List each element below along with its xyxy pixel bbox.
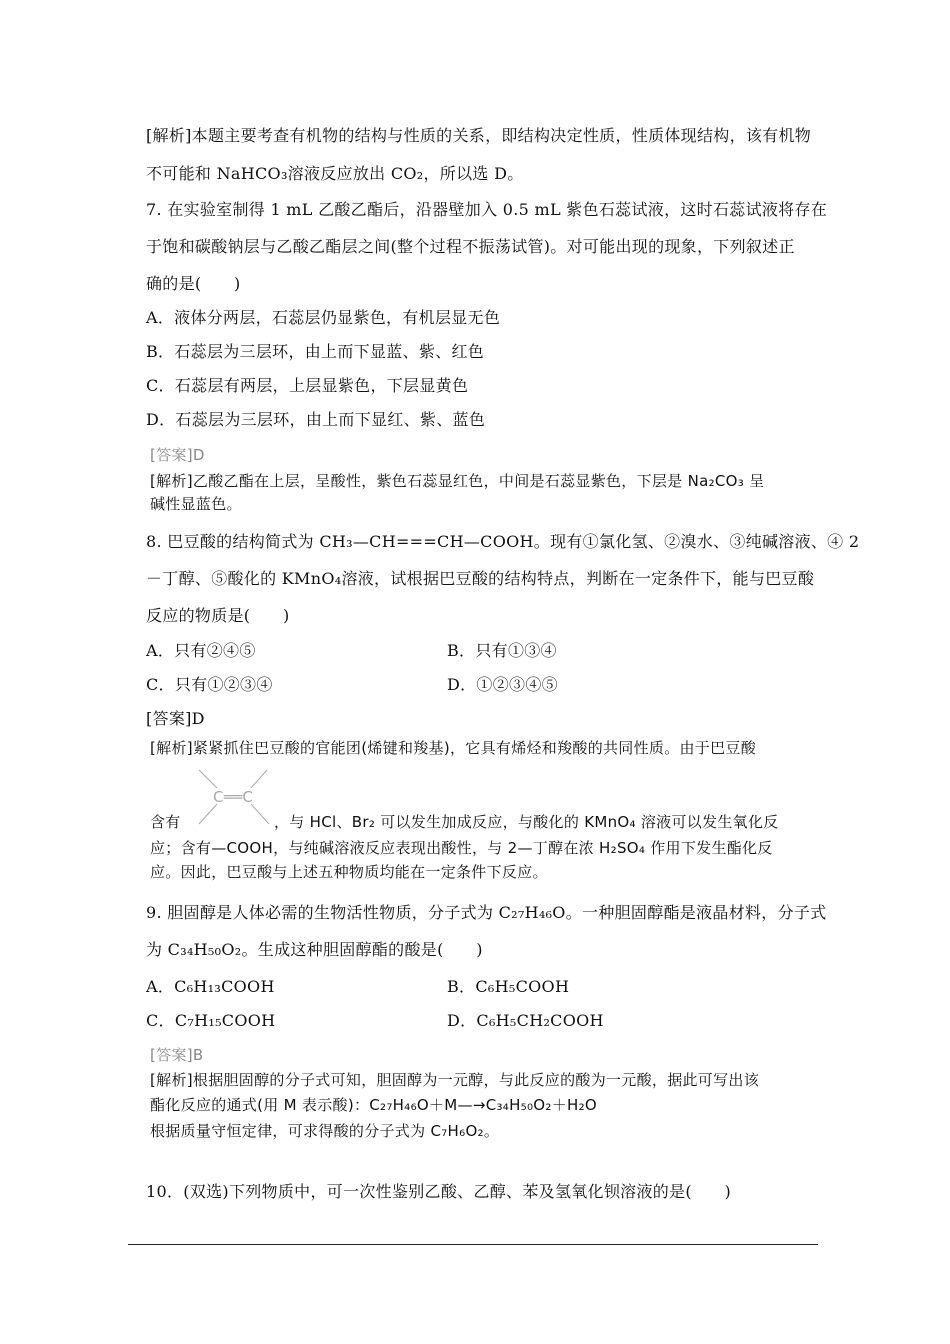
- analysis-q6-line2: 不可能和 NaHCO₃溶液反应放出 CO₂，所以选 D。: [146, 164, 524, 183]
- question-8-answer: [答案]D: [146, 709, 205, 728]
- question-7-analysis-line1: [解析]乙酸乙酯在上层，呈酸性，紫色石蕊显红色，中间是石蕊显紫色，下层是 Na₂CO₃ 呈: [150, 472, 765, 490]
- analysis-q6-line1: [解析]本题主要考查有机物的结构与性质的关系，即结构决定性质，性质体现结构，该有机物: [146, 126, 812, 145]
- question-9-option-b: B．C₆H₅COOH: [447, 977, 570, 996]
- question-8-analysis-line3: 应；含有—COOH，与纯碱溶液反应表现出酸性，与 2—丁醇在浓 H₂SO₄ 作用下发生酯化反: [150, 839, 773, 857]
- question-7-line1: 7. 在实验室制得 1 mL 乙酸乙酯后，沿器壁加入 0.5 mL 紫色石蕊试液，这时石蕊试液将存在: [146, 200, 828, 219]
- footer-rule: [128, 1244, 818, 1245]
- question-8-option-c: C．只有①②③④: [146, 675, 273, 694]
- question-9-analysis-line1: [解析]根据胆固醇的分子式可知，胆固醇为一元醇，与此反应的酸为一元酸，据此可写出该: [150, 1071, 760, 1089]
- question-10-line1: 10．(双选)下列物质中，可一次性鉴别乙酸、乙醇、苯及氢氧化钡溶液的是( ): [146, 1182, 732, 1201]
- question-9-answer: [答案]B: [150, 1046, 204, 1064]
- question-9-option-c: C．C₇H₁₅COOH: [146, 1011, 276, 1030]
- question-7-answer: [答案]D: [150, 446, 205, 464]
- question-7-analysis-line2: 碱性显蓝色。: [150, 495, 242, 513]
- question-8-line1: 8. 巴豆酸的结构简式为 CH₃—CH===CH—COOH。现有①氯化氢、②溴水、③纯碱溶液、④ 2: [146, 532, 860, 551]
- question-9-line2: 为 C₃₄H₅₀O₂。生成这种胆固醇酯的酸是( ): [146, 940, 483, 959]
- question-9-analysis-line2: 酯化反应的通式(用 M 表示酸)：C₂₇H₄₆O＋M—→C₃₄H₅₀O₂＋H₂O: [150, 1096, 598, 1114]
- question-8-analysis-line2b: ，与 HCl、Br₂ 可以发生加成反应，与酸化的 KMnO₄ 溶液可以发生氧化反: [274, 813, 779, 831]
- question-9-option-d: D．C₆H₅CH₂COOH: [447, 1011, 604, 1030]
- question-7-option-b: B．石蕊层为三层环，由上而下显蓝、紫、红色: [146, 342, 485, 361]
- question-7-option-c: C．石蕊层有两层，上层显紫色，下层显黄色: [146, 376, 469, 395]
- question-8-option-b: B．只有①③④: [447, 641, 557, 660]
- question-8-analysis-line2a: 含有: [150, 813, 181, 831]
- question-7-line2: 于饱和碳酸钠层与乙酸乙酯层之间(整个过程不振荡试管)。对可能出现的现象，下列叙述正: [146, 237, 795, 256]
- question-8-option-d: D．①②③④⑤: [447, 675, 558, 694]
- double-bond-label: C══C: [213, 788, 254, 806]
- question-7-option-d: D．石蕊层为三层环，由上而下显红、紫、蓝色: [146, 410, 486, 429]
- question-9-analysis-line3: 根据质量守恒定律，可求得酸的分子式为 C₇H₆O₂。: [150, 1122, 500, 1140]
- question-8-line3: 反应的物质是( ): [146, 606, 290, 625]
- question-8-option-a: A．只有②④⑤: [146, 641, 256, 660]
- question-8-analysis-line4: 应。因此，巴豆酸与上述五种物质均能在一定条件下反应。: [150, 863, 548, 881]
- question-9-line1: 9. 胆固醇是人体必需的生物活性物质，分子式为 C₂₇H₄₆O。一种胆固醇酯是液晶材料，分子式: [146, 903, 827, 922]
- question-9-option-a: A．C₆H₁₃COOH: [146, 977, 275, 996]
- question-8-analysis-line1: [解析]紧紧抓住巴豆酸的官能团(烯键和羧基)，它具有烯烃和羧酸的共同性质。由于巴豆酸: [150, 739, 757, 757]
- question-8-line2: －丁醇、⑤酸化的 KMnO₄溶液，试根据巴豆酸的结构特点，判断在一定条件下，能与巴豆酸: [146, 569, 815, 588]
- question-7-line3: 确的是( ): [146, 274, 241, 293]
- question-7-option-a: A．液体分两层，石蕊层仍显紫色，有机层显无色: [146, 308, 501, 327]
